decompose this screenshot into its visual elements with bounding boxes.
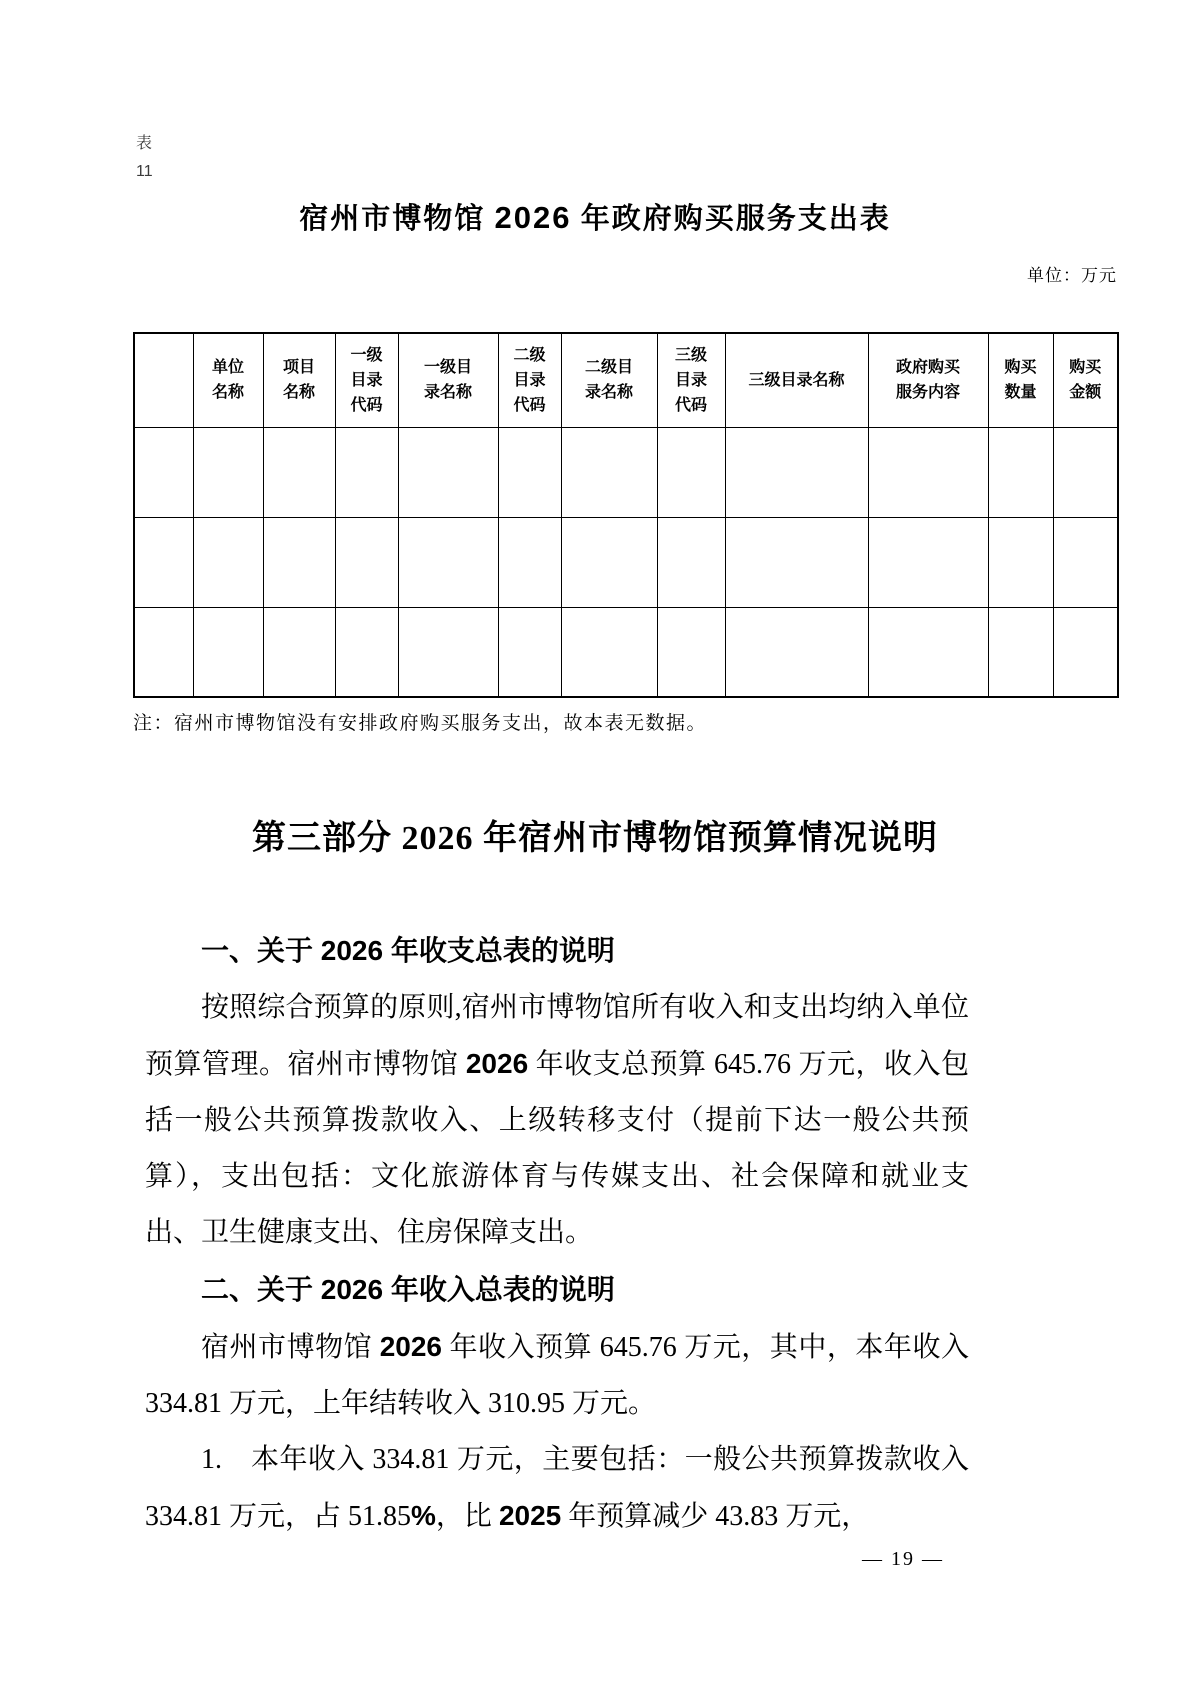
table-cell (193, 607, 263, 697)
table-cell (868, 427, 988, 517)
document-title (0, 196, 1190, 237)
text-run: 年政府购买服务支出表 (571, 203, 891, 235)
table-cell (988, 607, 1053, 697)
table-cell (561, 517, 657, 607)
text-run: 年收入预算 645.76 万元，其中，本年收入 334.81 万元，上年结转收入 310.95 万元。 (145, 1332, 969, 1419)
table-header-cell: 一级 目录 代码 (335, 333, 398, 427)
text-run: 1. 本年收入 334.81 万元，主要包括：一般公共预算拨款收入 334.81 万元，占 51.85 (145, 1444, 969, 1532)
content-section (145, 922, 969, 1545)
text-run: 年预算减少 43.83 万元， (561, 1501, 870, 1532)
table-header-cell (134, 333, 193, 427)
table-cell (398, 607, 498, 697)
table-row (134, 427, 1118, 517)
page-number: — 19 — (862, 1548, 944, 1570)
table-cell (725, 607, 868, 697)
table-cell (561, 427, 657, 517)
text-run: 2026 (465, 1048, 529, 1079)
text-run: % (411, 1500, 436, 1531)
table-cell (561, 607, 657, 697)
table-header-cell: 三级 目录 代码 (657, 333, 725, 427)
table-cell (263, 607, 335, 697)
table-cell (657, 607, 725, 697)
paragraph (145, 1432, 969, 1545)
table-header-cell: 二级 目录 代码 (498, 333, 561, 427)
table-cell (498, 517, 561, 607)
table-cell (498, 607, 561, 697)
table-cell (263, 517, 335, 607)
table-row (134, 517, 1118, 607)
table-header-cell: 购买 金额 (1053, 333, 1118, 427)
table-cell (868, 517, 988, 607)
table-cell (335, 607, 398, 697)
table-cell (398, 517, 498, 607)
table-cell (498, 427, 561, 517)
text-run: ，比 (435, 1501, 499, 1532)
text-run: 按照综合预算的原则,宿州市博物馆所有收入和支出均纳入单位预算管理。宿州市博物馆 (145, 992, 969, 1080)
table-cell (988, 427, 1053, 517)
table-cell (193, 427, 263, 517)
paragraph (145, 1319, 969, 1432)
table-cell (1053, 427, 1118, 517)
text-run: 二、关于 2026 年收入总表的说明 (201, 1274, 615, 1305)
table-header-cell: 政府购买 服务内容 (868, 333, 988, 427)
purchase-table (133, 332, 1119, 698)
table-header-cell: 三级目录名称 (725, 333, 868, 427)
table-cell (725, 517, 868, 607)
table-row (134, 607, 1118, 697)
table-cell (263, 427, 335, 517)
table-cell (657, 427, 725, 517)
unit-label: 单位：万元 (1027, 266, 1117, 285)
text-run: 2025 (498, 1500, 562, 1531)
text-run: 2026 (379, 1331, 442, 1362)
text-run: 2026 (494, 200, 572, 235)
table-cell (725, 427, 868, 517)
table-header-cell: 一级目 录名称 (398, 333, 498, 427)
table-cell (335, 517, 398, 607)
text-run: 宿州市博物馆 (201, 1332, 380, 1363)
table-note: 注：宿州市博物馆没有安排政府购买服务支出，故本表无数据。 (133, 713, 708, 734)
table-cell (134, 427, 193, 517)
text-run: 一、关于 2026 年收支总表的说明 (201, 935, 615, 966)
paragraph (145, 980, 969, 1261)
table-cell (1053, 607, 1118, 697)
table-cell (134, 517, 193, 607)
table-cell (1053, 517, 1118, 607)
section-heading: 第三部分 2026 年宿州市博物馆预算情况说明 (252, 820, 938, 857)
table-cell (988, 517, 1053, 607)
table-header-row (134, 333, 1118, 427)
table-cell (335, 427, 398, 517)
table-cell (868, 607, 988, 697)
table-cell (657, 517, 725, 607)
table-header-cell: 购买 数量 (988, 333, 1053, 427)
table-cell (193, 517, 263, 607)
table-cell (398, 427, 498, 517)
table-cell (134, 607, 193, 697)
table-header-cell: 二级目 录名称 (561, 333, 657, 427)
table-index-label-line2: 11 (136, 163, 153, 180)
subsection-heading (145, 922, 969, 980)
table-index-label-line1: 表 (136, 135, 153, 152)
table-header-cell: 项目 名称 (263, 333, 335, 427)
text-run: 宿州市博物馆 (299, 203, 495, 235)
text-run: 年收支总预算 645.76 万元，收入包括一般公共预算拨款收入、上级转移支付（提前下达一般公共预算），支出包括：文化旅游体育与传媒支出、社会保障和就业支出、卫生健康支出、住房保障支出。 (145, 1049, 969, 1248)
table-index-label (136, 130, 153, 186)
table-header-cell: 单位 名称 (193, 333, 263, 427)
subsection-heading (145, 1261, 969, 1319)
